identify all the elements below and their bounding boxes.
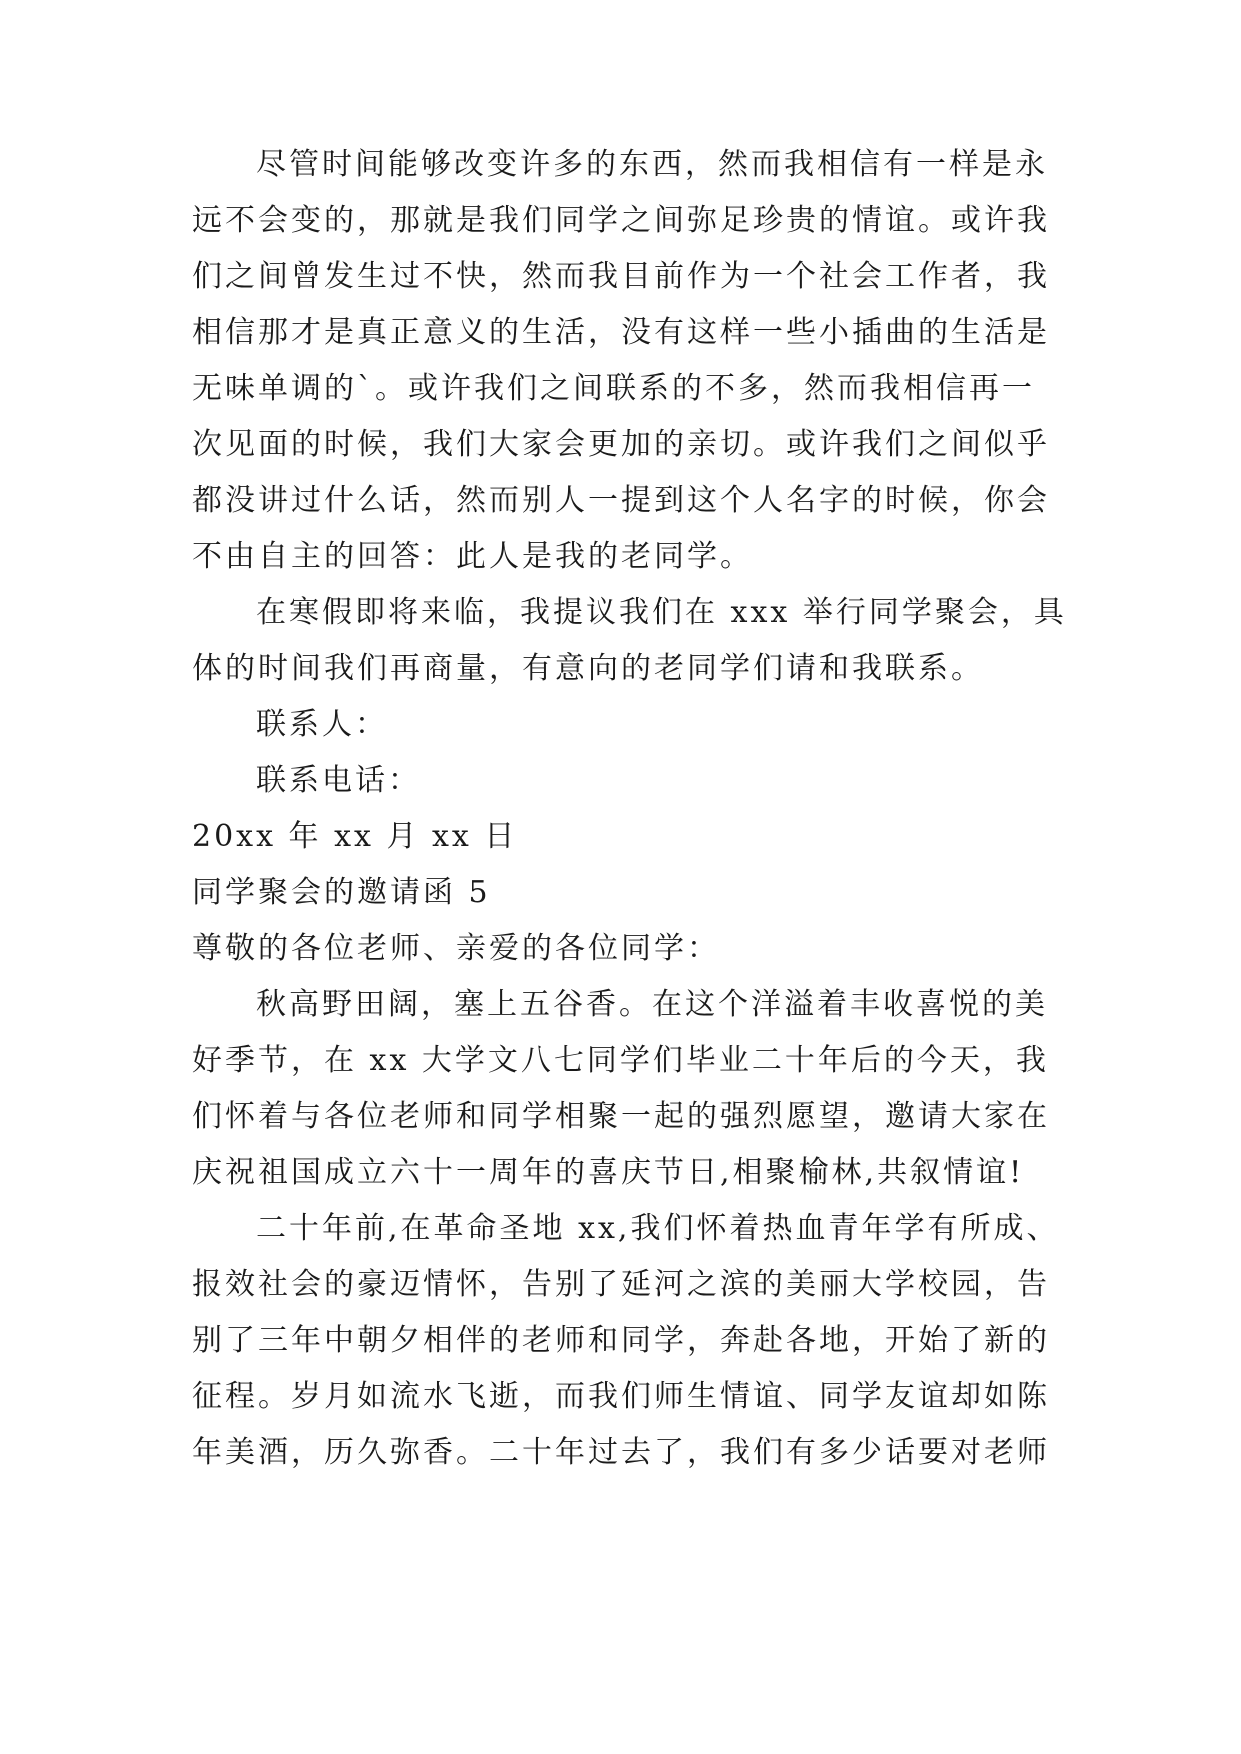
paragraph-line: 二十年前,在革命圣地 xx,我们怀着热血青年学有所成、 (256, 1211, 1060, 1246)
paragraph-line: 相信那才是真正意义的生活，没有这样一些小插曲的生活是 (192, 315, 1050, 350)
contact-person-label: 联系人： (256, 707, 388, 742)
paragraph-line: 都没讲过什么话，然而别人一提到这个人名字的时候，你会 (192, 483, 1050, 518)
section-title: 同学聚会的邀请函 5 (192, 875, 491, 910)
paragraph-line: 次见面的时候，我们大家会更加的亲切。或许我们之间似乎 (192, 427, 1050, 462)
date-line: 20xx 年 xx 月 xx 日 (192, 819, 518, 854)
paragraph-line: 年美酒，历久弥香。二十年过去了，我们有多少话要对老师 (192, 1435, 1050, 1470)
paragraph-line: 庆祝祖国成立六十一周年的喜庆节日,相聚榆林,共叙情谊! (192, 1155, 1025, 1190)
paragraph-line: 征程。岁月如流水飞逝，而我们师生情谊、同学友谊却如陈 (192, 1379, 1050, 1414)
contact-phone-label: 联系电话： (256, 763, 421, 798)
paragraph-line: 报效社会的豪迈情怀，告别了延河之滨的美丽大学校园，告 (192, 1267, 1050, 1302)
paragraph-line: 不由自主的回答：此人是我的老同学。 (192, 539, 753, 574)
paragraph-line: 远不会变的，那就是我们同学之间弥足珍贵的情谊。或许我 (192, 203, 1050, 238)
salutation: 尊敬的各位老师、亲爱的各位同学： (192, 931, 720, 966)
paragraph-line: 无味单调的`。或许我们之间联系的不多，然而我相信再一 (192, 371, 1035, 406)
paragraph-line: 秋高野田阔，塞上五谷香。在这个洋溢着丰收喜悦的美 (256, 987, 1048, 1022)
paragraph-line: 们怀着与各位老师和同学相聚一起的强烈愿望，邀请大家在 (192, 1099, 1050, 1134)
paragraph-line: 体的时间我们再商量，有意向的老同学们请和我联系。 (192, 651, 984, 686)
paragraph-line: 别了三年中朝夕相伴的老师和同学，奔赴各地，开始了新的 (192, 1323, 1050, 1358)
paragraph-line: 好季节，在 xx 大学文八七同学们毕业二十年后的今天，我 (192, 1043, 1049, 1078)
paragraph-line: 们之间曾发生过不快，然而我目前作为一个社会工作者，我 (192, 259, 1050, 294)
paragraph-line: 在寒假即将来临，我提议我们在 xxx 举行同学聚会，具 (256, 595, 1067, 630)
paragraph-line: 尽管时间能够改变许多的东西，然而我相信有一样是永 (256, 147, 1048, 182)
